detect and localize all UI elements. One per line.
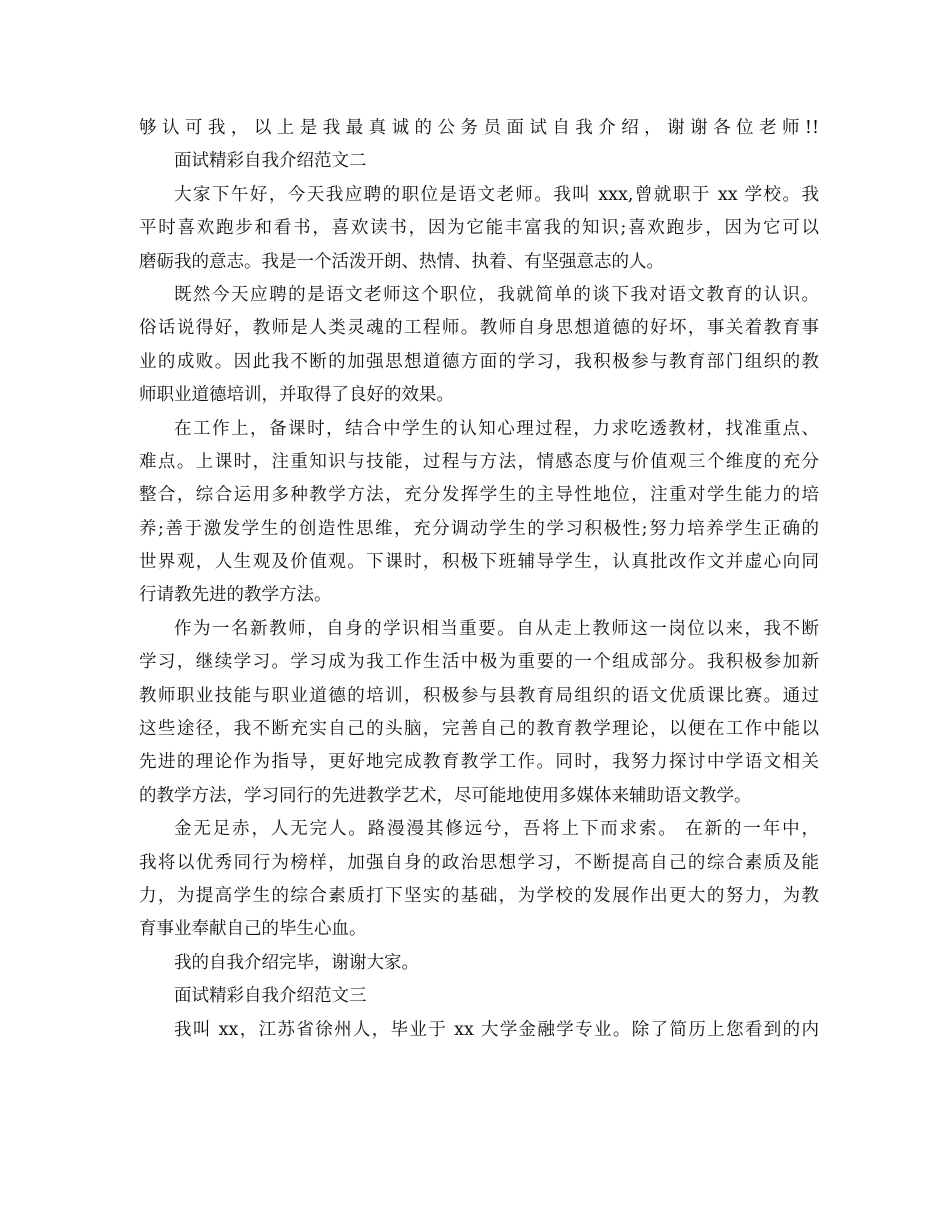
- paragraph-line: 学习，继续学习。学习成为我工作生活中极为重要的一个组成部分。我积极参加新: [139, 652, 819, 673]
- paragraph-line: 我将以优秀同行为榜样，加强自身的政治思想学习，不断提高自己的综合素质及能: [139, 852, 819, 873]
- paragraph-line: 金无足赤，人无完人。路漫漫其修远兮，吾将上下而求索。 在新的一年中，: [174, 819, 819, 840]
- paragraph-line: 整合，综合运用多种教学方法，充分发挥学生的主导性地位，注重对学生能力的培: [139, 485, 819, 506]
- paragraph-line: 的教学方法，学习同行的先进教学艺术，尽可能地使用多媒体来辅助语文教学。: [139, 785, 752, 806]
- paragraph-line: 这些途径，我不断充实自己的头脑，完善自己的教育教学理论，以便在工作中能以: [139, 719, 819, 740]
- document-body: [139, 112, 819, 1047]
- paragraph-line: 俗话说得好，教师是人类灵魂的工程师。教师自身思想道德的好坏，事关着教育事: [139, 318, 819, 339]
- paragraph-line: 力，为提高学生的综合素质打下坚实的基础，为学校的发展作出更大的努力，为教: [139, 885, 819, 906]
- paragraph-line: 育事业奉献自己的毕生心血。: [139, 919, 367, 940]
- section-heading: 面试精彩自我介绍范文二: [174, 151, 367, 172]
- paragraph-line: 世界观，人生观及价值观。下课时，积极下班辅导学生，认真批改作文并虚心向同: [139, 552, 819, 573]
- paragraph-line: 作为一名新教师，自身的学识相当重要。自从走上教师这一岗位以来，我不断: [174, 618, 819, 639]
- section-heading: 面试精彩自我介绍范文三: [174, 986, 367, 1007]
- paragraph-line: 养;善于激发学生的创造性思维，充分调动学生的学习积极性;努力培养学生正确的: [139, 518, 819, 539]
- paragraph-line: 行请教先进的教学方法。: [139, 585, 332, 606]
- paragraph-line: 先进的理论作为指导，更好地完成教育教学工作。同时，我努力探讨中学语文相关: [139, 752, 819, 773]
- paragraph-line: 师职业道德培训，并取得了良好的效果。: [139, 385, 454, 406]
- paragraph-line: 大家下午好，今天我应聘的职位是语文老师。我叫 xxx,曾就职于 xx 学校。我: [174, 184, 819, 205]
- paragraph-line: 难点。上课时，注重知识与技能，过程与方法，情感态度与价值观三个维度的充分: [139, 451, 819, 472]
- paragraph-line: 在工作上，备课时，结合中学生的认知心理过程，力求吃透教材，找准重点、: [174, 418, 819, 439]
- paragraph-line: 业的成败。因此我不断的加强思想道德方面的学习，我积极参与教育部门组织的教: [139, 351, 819, 372]
- paragraph-line: 平时喜欢跑步和看书，喜欢读书，因为它能丰富我的知识;喜欢跑步，因为它可以: [139, 218, 819, 239]
- paragraph-line: 我的自我介绍完毕，谢谢大家。: [174, 952, 419, 973]
- paragraph-line: 教师职业技能与职业道德的培训，积极参与县教育局组织的语文优质课比赛。通过: [139, 685, 819, 706]
- paragraph-line: 既然今天应聘的是语文老师这个职位，我就简单的谈下我对语文教育的认识。: [174, 284, 819, 305]
- paragraph-line: 够认可我，以上是我最真诚的公务员面试自我介绍，谢谢各位老师!!: [139, 118, 819, 138]
- paragraph-line: 磨砺我的意志。我是一个活泼开朗、热情、执着、有坚强意志的人。: [139, 251, 664, 272]
- paragraph-line: 我叫 xx，江苏省徐州人，毕业于 xx 大学金融学专业。除了简历上您看到的内: [174, 1019, 819, 1040]
